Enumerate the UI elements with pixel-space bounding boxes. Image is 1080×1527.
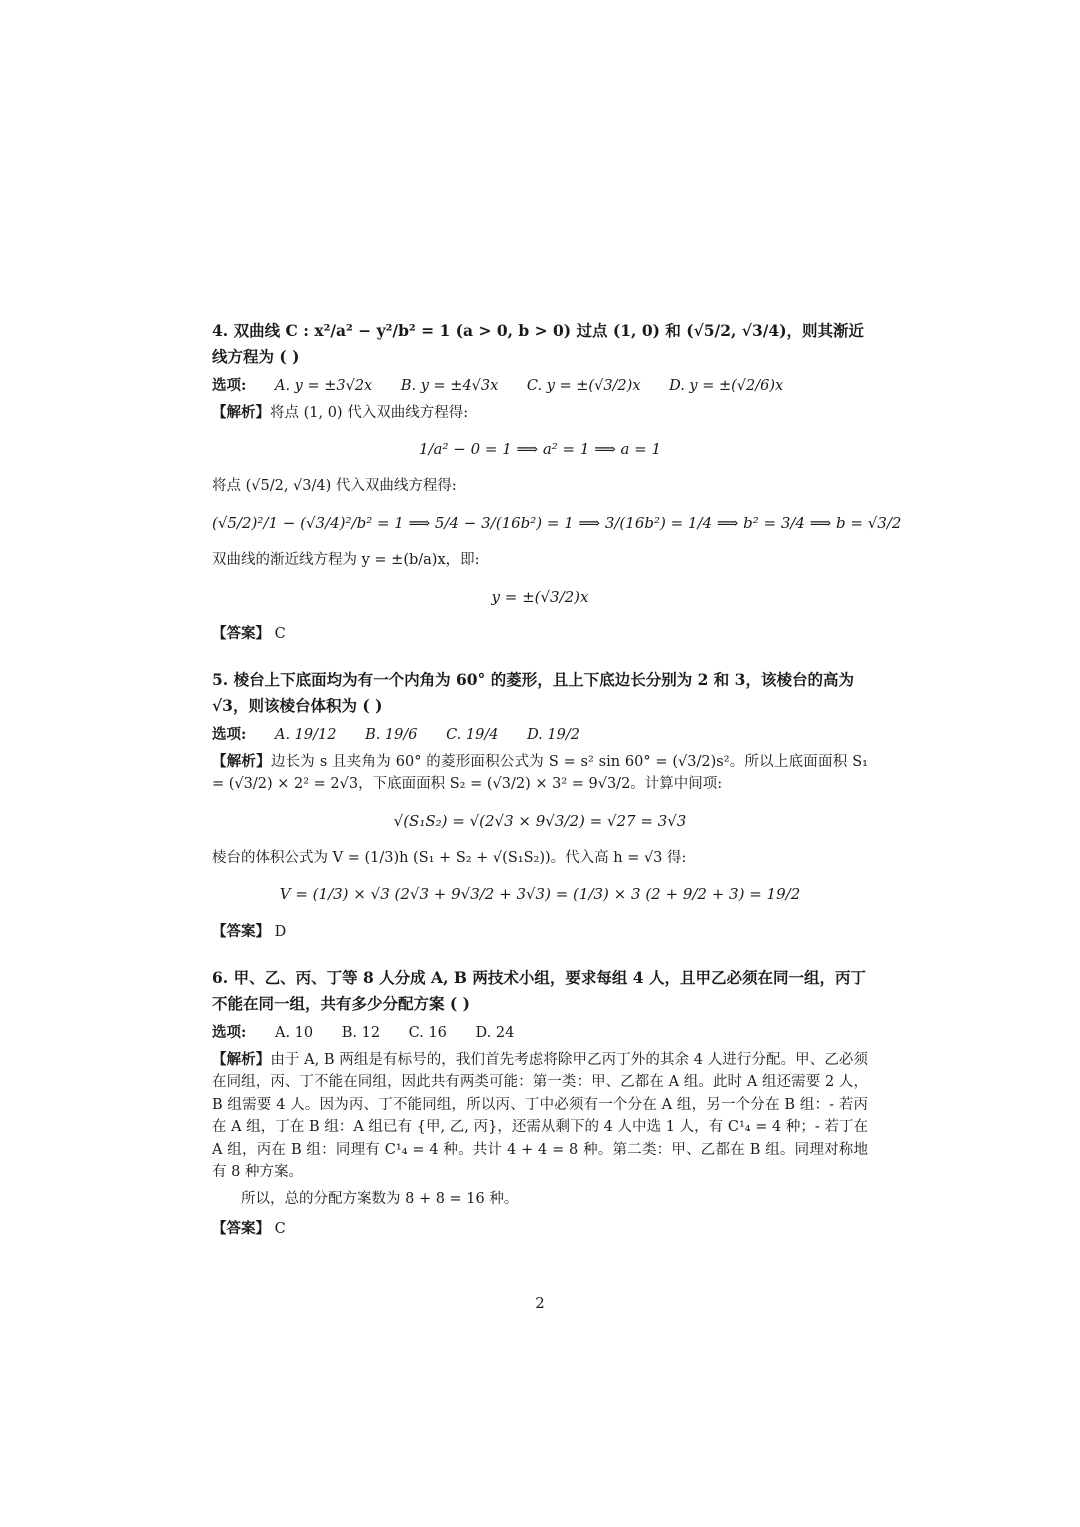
answer-row [212,623,868,645]
display-equation: V = (1/3) × √3 (2√3 + 9√3/2 + 3√3) = (1/3) × 3 (2 + 9/2 + 3) = 19/2 [279,885,801,904]
analysis-text: 将点 (√5/2, √3/4) 代入双曲线方程得: [212,478,457,495]
option-c: C. y = ±(√3/2)x [526,378,641,395]
option-a: A. 19/12 [274,727,337,744]
analysis-text: 棱台的体积公式为 V = (1/3)h (S₁ + S₂ + √(S₁S₂))。代入高 h = √3 得: [212,850,687,866]
answer-value: C [274,625,286,642]
analysis-text: 将点 (1, 0) 代入双曲线方程得: [270,404,469,421]
option-a: A. y = ±3√2x [274,378,373,395]
display-equation: y = ±(√3/2)x [491,587,589,606]
analysis-intro [212,751,868,796]
analysis-conclusion: 所以，总的分配方案数为 8 + 8 = 16 种。 [241,1190,519,1207]
answer-value: C [274,1221,286,1238]
answer-tag: 【答案】 [212,922,270,940]
options-row [212,1022,868,1044]
question-title: 4. 双曲线 C : x²/a² − y²/b² = 1 (a > 0, b > 0) 过点 (1, 0) 和 (√5/2, √3/4)，则其渐近线方程为 ( ) [212,321,865,366]
document-page [212,318,902,1263]
question-4 [212,318,902,645]
options-label: 选项: [212,1024,247,1042]
analysis-tag: 【解析】 [212,403,270,421]
question-title: 5. 棱台上下底面均为有一个内角为 60° 的菱形，且上下底边长分别为 2 和 3，该棱台的高为 √3，则该棱台体积为 ( ) [212,670,854,715]
page-number: 2 [535,1294,545,1312]
option-d: D. 19/2 [527,727,580,744]
option-b: B. 19/6 [365,727,418,744]
analysis-intro [212,402,868,424]
option-b: B. y = ±4√3x [400,378,499,395]
option-c: C. 19/4 [446,727,499,744]
analysis-text: 由于 A, B 两组是有标号的，我们首先考虑将除甲乙丙丁外的其余 4 人进行分配。甲、乙必须在同组，丙、丁不能在同组，因此共有两类可能：第一类：甲、乙都在 A 组。此时 A 组还需要 2 人，B 组需要 4 人。因为丙、丁不能同组，所以丙、丁中必须有一个分在 A 组，另一个分在 B 组：- 若丙在 A 组，丁在 B 组：A 组已有 {甲, 乙, 丙}，还需从剩下的 4 人中选 1 人，有 C¹₄ = 4 种；- 若丁在 A 组，丙在 B 组：同理有 C¹₄ = 4 种。共计 4 + 4 = 8 种。第二类：甲、乙都在 B 组。同理对称地有 8 种方案。 [212,1051,868,1181]
analysis-tag: 【解析】 [212,1050,271,1068]
display-equation: (√5/2)²/1 − (√3/4)²/b² = 1 ⟹ 5/4 − 3/(16b²) = 1 ⟹ 3/(16b²) = 1/4 ⟹ b² = 3/4 ⟹ b = √3/2 [212,513,902,532]
answer-tag: 【答案】 [212,624,270,642]
answer-tag: 【答案】 [212,1220,270,1238]
analysis-text: 边长为 s 且夹角为 60° 的菱形面积公式为 S = s² sin 60° = (√3/2)s²。所以上底面面积 S₁ = (√3/2) × 2² = 2√3，下底面面积 S₂ = (√3/2) × 3² = 9√3/2。计算中间项: [212,753,868,793]
question-5 [212,667,868,943]
analysis-intro [212,1049,868,1184]
option-c: C. 16 [408,1025,447,1042]
options-row [212,724,868,746]
question-6 [212,965,868,1240]
display-equation: 1/a² − 0 = 1 ⟹ a² = 1 ⟹ a = 1 [418,440,662,459]
option-d: D. 24 [475,1025,515,1042]
answer-row [212,1218,868,1240]
option-d: D. y = ±(√2/6)x [669,378,784,395]
options-label: 选项: [212,377,247,395]
option-a: A. 10 [274,1025,314,1042]
options-row [212,375,868,397]
answer-value: D [274,923,287,940]
question-title: 6. 甲、乙、丙、丁等 8 人分成 A, B 两技术小组，要求每组 4 人，且甲乙必须在同一组，丙丁不能在同一组，共有多少分配方案 ( ) [212,968,866,1013]
display-equation: √(S₁S₂) = √(2√3 × 9√3/2) = √27 = 3√3 [393,811,687,830]
answer-row [212,921,868,943]
option-b: B. 12 [341,1025,381,1042]
analysis-tag: 【解析】 [212,752,271,770]
options-label: 选项: [212,726,247,744]
analysis-text: 双曲线的渐近线方程为 y = ±(b/a)x，即: [212,552,480,569]
